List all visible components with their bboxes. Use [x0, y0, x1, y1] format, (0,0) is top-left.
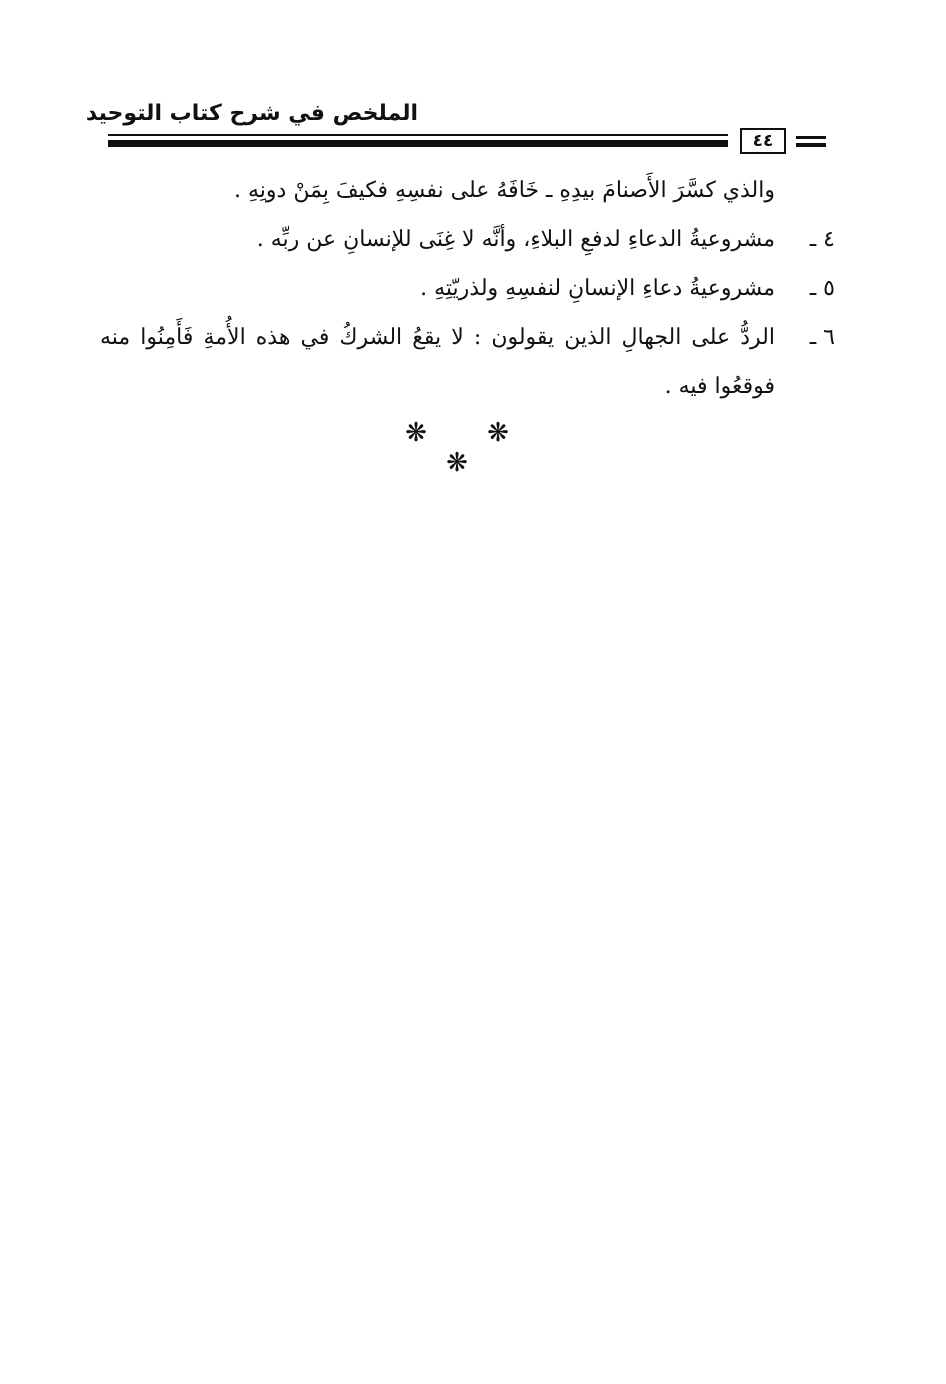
header-thin-rule — [108, 134, 728, 136]
list-item-number: ٦ ـ — [809, 325, 835, 350]
list-item-number: ٤ ـ — [809, 227, 835, 252]
list-item-text: مشروعيةُ دعاءِ الإنسانِ لنفسِهِ ولذريّتِهِ . — [420, 276, 775, 301]
list-item — [100, 264, 835, 313]
list-item-text: الردُّ على الجهالِ الذين يقولون : لا يقعُ الشركُ في هذه الأُمةِ فَأَمِنُوا منه فوقعُوا فيه . — [100, 325, 775, 399]
header-end-bars — [796, 133, 826, 151]
page-number: ٤٤ — [740, 128, 786, 154]
header-thick-rule — [108, 140, 728, 147]
running-title: الملخص في شرح كتاب التوحيد — [85, 101, 418, 126]
section-end-ornament: ❋ ❋ ❋ — [405, 418, 535, 478]
body-text — [100, 166, 835, 411]
list-item — [100, 313, 835, 411]
continuation-paragraph: والذي كسَّرَ الأَصنامَ بيدِهِ ـ خَافَهُ على نفسِهِ فكيفَ بِمَنْ دونِهِ . — [234, 178, 775, 203]
list-item-number: ٥ ـ — [809, 276, 835, 301]
list-item-text: مشروعيةُ الدعاءِ لدفعِ البلاءِ، وأنَّه لا غِنَى للإنسانِ عن ربِّه . — [256, 227, 775, 252]
list-item — [100, 215, 835, 264]
